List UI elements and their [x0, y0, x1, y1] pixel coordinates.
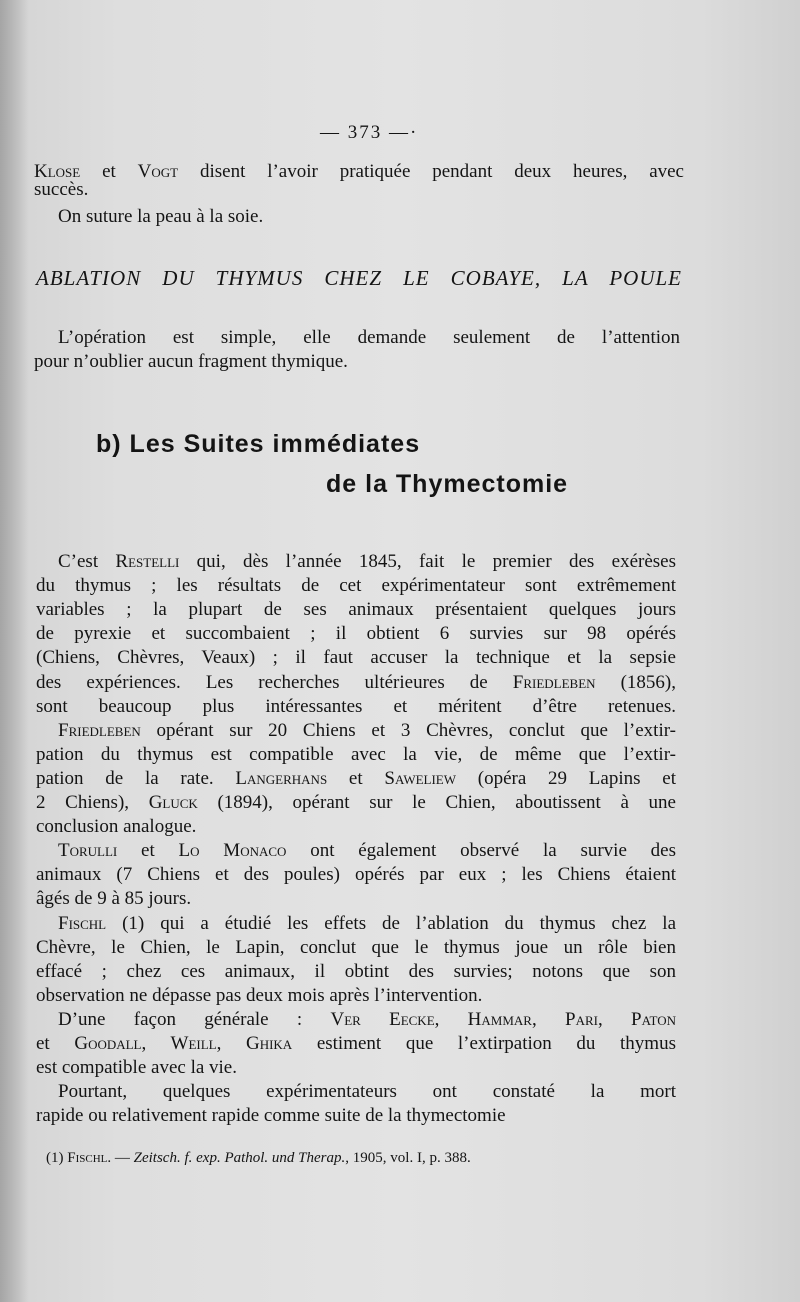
- author-name: Vogt: [137, 161, 179, 182]
- author-name: Friedleben: [58, 720, 141, 741]
- text-run: variables ; la plupart de ses animaux présentaient quelques jours: [36, 599, 676, 620]
- text-run: et: [80, 161, 138, 182]
- text-run: pation de la rate.: [36, 768, 236, 789]
- text-run: (opéra 29 Lapins et: [456, 768, 676, 789]
- body-line: [36, 646, 676, 670]
- author-name: Saweliew: [384, 768, 457, 789]
- body-line: [58, 839, 676, 863]
- author-name: Friedleben: [512, 672, 596, 693]
- body-line: [36, 743, 676, 767]
- author-name: Fischl: [58, 913, 107, 934]
- operation-line: pour n’oublier aucun fragment thymique.: [34, 351, 348, 372]
- text-run: Pourtant, quelques expérimentateurs ont constaté la mort: [58, 1081, 676, 1102]
- page-number: — 373 —·: [320, 122, 419, 143]
- author-name: Goodall, Weill, Ghika: [74, 1033, 293, 1054]
- footnote-author: Fischl.: [67, 1150, 112, 1166]
- text-run: ont également observé la survie des: [286, 840, 676, 861]
- text-run: sont beaucoup plus intéressantes et méritent d’être retenues.: [36, 696, 676, 717]
- text-run: pation du thymus est compatible avec la vie, de même que l’extir-: [36, 744, 676, 765]
- body-line: [36, 767, 676, 791]
- footnote-marker: (1): [46, 1150, 68, 1166]
- text-run: disent l’avoir pratiquée pendant deux heures, avec: [178, 161, 684, 182]
- author-name: Ver Eecke, Hammar, Pari, Paton: [330, 1009, 677, 1030]
- body-line: [36, 1104, 676, 1128]
- body-line: [36, 574, 676, 598]
- text-run: animaux (7 Chiens et des poules) opérés par eux ; les Chiens étaient: [36, 864, 676, 885]
- footnote-reference: Zeitsch. f. exp. Pathol. und Therap.: [133, 1150, 346, 1166]
- text-run: est compatible avec la vie.: [36, 1057, 237, 1078]
- text-run: estiment que l’extirpation du thymus: [292, 1033, 676, 1054]
- text-run: et: [117, 840, 179, 861]
- operation-line: L’opération est simple, elle demande seulement de l’attention: [58, 327, 680, 348]
- body-line: [58, 550, 676, 574]
- footnote: [46, 1150, 471, 1167]
- author-name: Klose: [34, 161, 81, 182]
- author-name: Gluck: [148, 792, 198, 813]
- author-name: Lo Monaco: [178, 840, 287, 861]
- text-run: âgés de 9 à 85 jours.: [36, 888, 192, 909]
- text-run: 2 Chiens),: [36, 792, 149, 813]
- chapter-title-line1: b) Les Suites immédiates: [96, 430, 421, 458]
- text-run: observation ne dépasse pas deux mois après l’intervention.: [36, 985, 483, 1006]
- body-line: [58, 1080, 676, 1104]
- body-line: [36, 1032, 676, 1056]
- text-run: (1) qui a étudié les effets de l’ablation du thymus chez la: [106, 913, 676, 934]
- body-line: [36, 960, 676, 984]
- body-line: [36, 936, 676, 960]
- suture-line: On suture la peau à la soie.: [58, 206, 264, 227]
- author-name: Langerhans: [235, 768, 328, 789]
- body-line: [36, 815, 676, 839]
- body-line: [36, 791, 676, 815]
- body-line: [58, 912, 676, 936]
- body-line: [36, 695, 676, 719]
- text-run: D’une façon générale :: [58, 1009, 331, 1030]
- page-gutter-shadow: [0, 0, 28, 1302]
- text-run: qui, dès l’année 1845, fait le premier des exérèses: [179, 551, 676, 572]
- body-line: [36, 622, 676, 646]
- author-name: Restelli: [115, 551, 180, 572]
- body-line: [58, 1008, 676, 1032]
- text-run: effacé ; chez ces animaux, il obtint des survies; notons que son: [36, 961, 676, 982]
- footnote-details: , 1905, vol. I, p. 388.: [345, 1150, 471, 1166]
- text-run: et: [327, 768, 385, 789]
- text-run: et: [36, 1033, 75, 1054]
- text-run: conclusion analogue.: [36, 816, 197, 837]
- body-line: [36, 1056, 676, 1080]
- body-line: [36, 598, 676, 622]
- body-line: [58, 719, 676, 743]
- text-run: (1894), opérant sur le Chien, aboutissent à une: [197, 792, 676, 813]
- body-line: [36, 984, 676, 1008]
- body-line: [36, 671, 676, 695]
- author-name: Torulli: [58, 840, 118, 861]
- text-run: rapide ou relativement rapide comme suite de la thymectomie: [36, 1105, 506, 1126]
- intro-line: succès.: [34, 179, 89, 200]
- text-run: opérant sur 20 Chiens et 3 Chèvres, conclut que l’extir-: [140, 720, 676, 741]
- text-run: Chèvre, le Chien, le Lapin, conclut que le thymus joue un rôle bien: [36, 937, 676, 958]
- body-line: [36, 887, 676, 911]
- text-run: C’est: [58, 551, 116, 572]
- body-line: [36, 863, 676, 887]
- footnote-dash: —: [111, 1150, 134, 1166]
- text-run: du thymus ; les résultats de cet expérimentateur sont extrêmement: [36, 575, 676, 596]
- text-run: des expériences. Les recherches ultérieures de: [36, 672, 513, 693]
- chapter-title-line2: de la Thymectomie: [326, 470, 569, 498]
- text-run: (Chiens, Chèvres, Veaux) ; il faut accuser la technique et la sepsie: [36, 647, 676, 668]
- text-run: (1856),: [595, 672, 676, 693]
- text-run: de pyrexie et succombaient ; il obtient 6 survies sur 98 opérés: [36, 623, 676, 644]
- section-heading: ABLATION DU THYMUS CHEZ LE COBAYE, LA POULE: [36, 266, 682, 290]
